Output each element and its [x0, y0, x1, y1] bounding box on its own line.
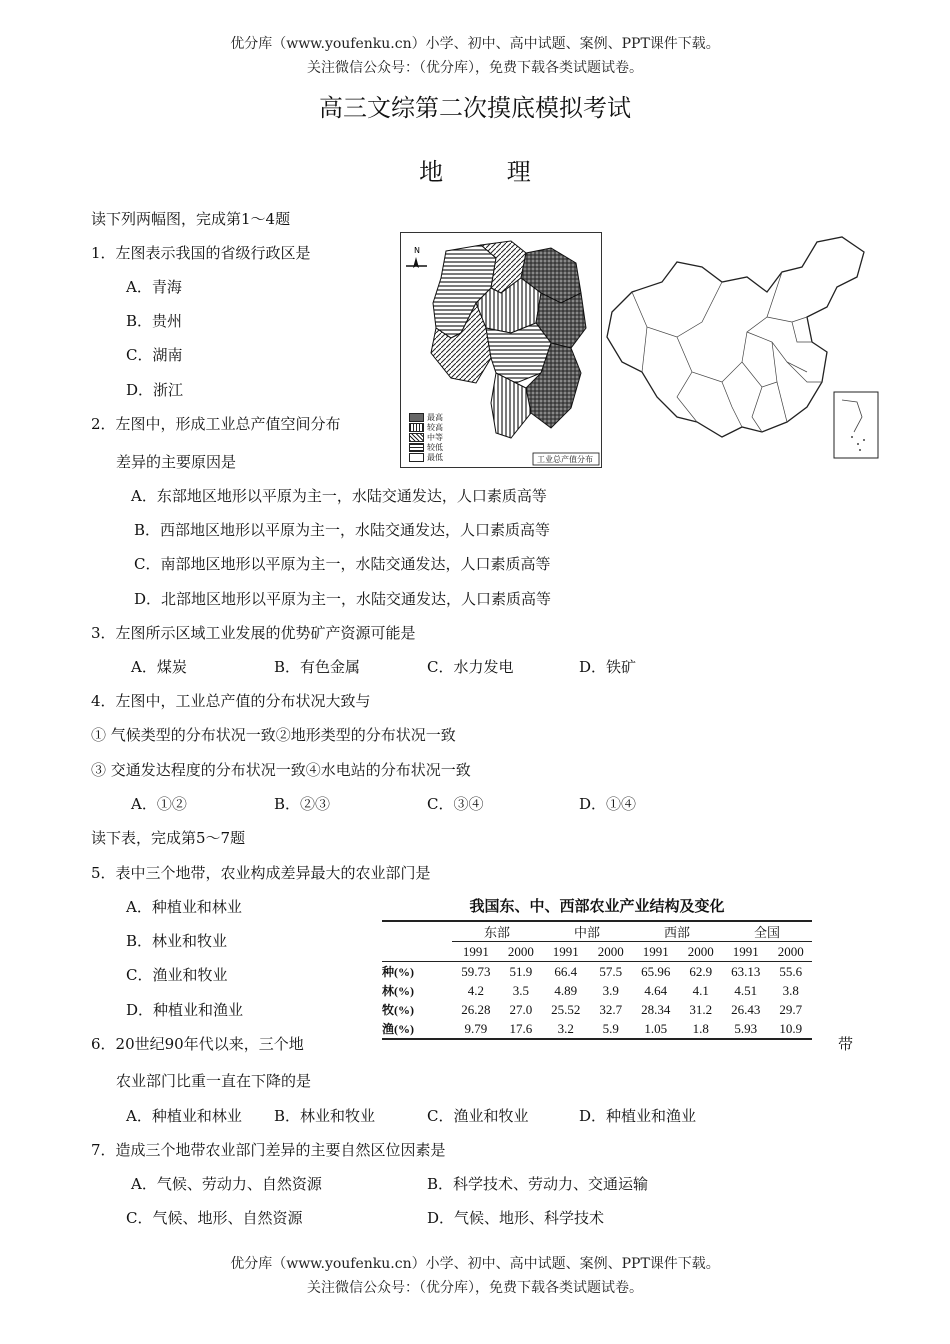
- q1-option-a: A．青海: [126, 278, 182, 296]
- q2-option-b: B．西部地区地形以平原为主一，水陆交通发达，人口素质高等: [134, 521, 551, 539]
- table-cell: 51.9: [509, 963, 533, 979]
- legend-swatch: [409, 453, 424, 462]
- year-header: 1991: [732, 943, 759, 959]
- q7-stem: 7．造成三个地带农业部门差异的主要自然区位因素是: [91, 1141, 446, 1159]
- table-cell: 29.7: [779, 1001, 803, 1017]
- q4-statement-2: ③ 交通发达程度的分布状况一致④水电站的分布状况一致: [91, 761, 471, 779]
- table-cell: 27.0: [509, 1001, 533, 1017]
- legend-swatch: [409, 423, 424, 432]
- q2-option-c: C．南部地区地形以平原为主一，水陆交通发达，人口素质高等: [134, 555, 551, 573]
- q5-option-d: D．种植业和渔业: [126, 1001, 244, 1019]
- q6-option-d: D．种植业和渔业: [579, 1107, 697, 1125]
- q3-option-b: B．有色金属: [274, 658, 361, 676]
- map-legend: [409, 413, 443, 463]
- legend-item: 较高: [409, 423, 443, 433]
- table-row: [382, 1000, 812, 1019]
- q6-option-a: A．种植业和林业: [126, 1107, 242, 1125]
- year-header: 2000: [687, 943, 714, 959]
- north-label: N: [414, 246, 420, 255]
- footer-line-1: 优分库（www.youfenku.cn）小学、初中、高中试题、案例、PPT课件下载。: [230, 1256, 720, 1272]
- q2-option-a: A．东部地区地形以平原为主一，水陆交通发达，人口素质高等: [131, 487, 547, 505]
- table-cell: 25.52: [551, 1001, 581, 1017]
- map-caption: 工业总产值分布: [537, 455, 593, 464]
- year-header: 1991: [642, 943, 669, 959]
- q6-option-b: B．林业和牧业: [274, 1107, 376, 1125]
- table-cell: 9.79: [464, 1020, 488, 1036]
- table-cell: 4.51: [734, 982, 758, 998]
- year-header: 1991: [462, 943, 489, 959]
- q7-option-a: A．气候、劳动力、自然资源: [131, 1175, 322, 1193]
- q3-stem: 3．左图所示区域工业发展的优势矿产资源可能是: [91, 624, 416, 642]
- table-row: [382, 981, 812, 1000]
- table-cell: 28.34: [641, 1001, 671, 1017]
- table-cell: 3.8: [782, 982, 799, 998]
- legend-swatch: [409, 433, 424, 442]
- table-row: [382, 1019, 812, 1039]
- q7-option-d: D．气候、地形、科学技术: [427, 1209, 605, 1227]
- q7-option-b: B．科学技术、劳动力、交通运输: [427, 1175, 649, 1193]
- table-cell: 26.43: [731, 1001, 761, 1017]
- q6-stem-1: 6．20世纪90年代以来，三个地: [91, 1035, 304, 1053]
- table-cell: 57.5: [599, 963, 623, 979]
- china-outline-map: [602, 222, 884, 470]
- table-cell: 4.2: [467, 982, 484, 998]
- q4-stem: 4．左图中，工业总产值的分布状况大致与: [91, 692, 371, 710]
- table-cell: 3.5: [512, 982, 529, 998]
- province-output-map: [400, 232, 602, 468]
- table-cell: 5.93: [734, 1020, 758, 1036]
- table-cell: 55.6: [779, 963, 803, 979]
- q3-option-d: D．铁矿: [579, 658, 637, 676]
- legend-item: 最低: [409, 453, 443, 463]
- year-header: 2000: [777, 943, 804, 959]
- table-cell: 1.05: [644, 1020, 668, 1036]
- region-header: 西部: [632, 922, 722, 942]
- agri-table-figure: [382, 895, 812, 1040]
- q1-option-b: B．贵州: [126, 312, 183, 330]
- q6-stem-1-tail: 带: [838, 1035, 854, 1053]
- table-cell: 32.7: [599, 1001, 623, 1017]
- region-header: 全国: [722, 922, 812, 942]
- q6-stem-2: 农业部门比重一直在下降的是: [116, 1072, 312, 1090]
- q1-option-d: D．浙江: [126, 381, 184, 399]
- header-line-2: 关注微信公众号：（优分库），免费下载各类试题试卷。: [307, 60, 643, 76]
- china-map-svg: [602, 222, 884, 470]
- table-cell: 59.73: [461, 963, 491, 979]
- table-cell: 5.9: [602, 1020, 619, 1036]
- q1-stem: 1．左图表示我国的省级行政区是: [91, 244, 311, 262]
- table-cell: 17.6: [509, 1020, 533, 1036]
- legend-item: 中等: [409, 433, 443, 443]
- region-header: 中部: [542, 922, 632, 942]
- map-region-south: [491, 373, 531, 438]
- table-cell: 66.4: [554, 963, 578, 979]
- agri-table-title: 我国东、中、西部农业产业结构及变化: [469, 897, 725, 915]
- year-header: 1991: [552, 943, 579, 959]
- q6-option-c: C．渔业和牧业: [427, 1107, 529, 1125]
- q3-option-a: A．煤炭: [131, 658, 187, 676]
- q2-option-d: D．北部地区地形以平原为主一，水陆交通发达，人口素质高等: [134, 590, 552, 608]
- table-cell: 10.9: [779, 1020, 803, 1036]
- year-header: 2000: [507, 943, 534, 959]
- section2-intro: 读下表，完成第5～7题: [91, 829, 246, 847]
- legend-item: 最高: [409, 413, 443, 423]
- q4-option-d: D．①④: [579, 795, 637, 813]
- q4-option-a: A．①②: [131, 795, 187, 813]
- q5-option-b: B．林业和牧业: [126, 932, 228, 950]
- q5-option-a: A．种植业和林业: [126, 898, 242, 916]
- q7-option-c: C．气候、地形、自然资源: [126, 1209, 303, 1227]
- table-cell: 3.2: [557, 1020, 574, 1036]
- table-cell: 4.89: [554, 982, 578, 998]
- exam-title: 高三文综第二次摸底模拟考试: [319, 94, 631, 122]
- q3-option-c: C．水力发电: [427, 658, 514, 676]
- section1-intro: 读下列两幅图，完成第1～4题: [91, 210, 291, 228]
- q1-option-c: C．湖南: [126, 346, 183, 364]
- agri-table: [382, 922, 812, 1040]
- q5-option-c: C．渔业和牧业: [126, 966, 228, 984]
- table-cell: 4.1: [692, 982, 709, 998]
- year-header: 2000: [597, 943, 624, 959]
- row-label: 渔(%): [382, 1022, 414, 1036]
- row-label: 林(%): [382, 984, 414, 998]
- subject-title: 地 理: [419, 158, 559, 186]
- table-cell: 63.13: [731, 963, 761, 979]
- header-line-1: 优分库（www.youfenku.cn）小学、初中、高中试题、案例、PPT课件下载。: [230, 36, 720, 52]
- q2-stem-2: 差异的主要原因是: [116, 453, 237, 471]
- legend-swatch: [409, 443, 424, 452]
- row-label: 牧(%): [382, 1003, 414, 1017]
- q4-option-b: B．②③: [274, 795, 331, 813]
- q2-stem-1: 2．左图中，形成工业总产值空间分布: [91, 415, 341, 433]
- table-cell: 65.96: [641, 963, 671, 979]
- region-header: 东部: [452, 922, 542, 942]
- legend-item: 较低: [409, 443, 443, 453]
- table-cell: 62.9: [689, 963, 713, 979]
- table-row: [382, 962, 812, 982]
- table-cell: 3.9: [602, 982, 619, 998]
- q5-stem: 5．表中三个地带，农业构成差异最大的农业部门是: [91, 864, 431, 882]
- q4-statement-1: ① 气候类型的分布状况一致②地形类型的分布状况一致: [91, 726, 456, 744]
- row-label: 种(%): [382, 965, 414, 979]
- table-cell: 1.8: [692, 1020, 709, 1036]
- legend-swatch: [409, 413, 424, 422]
- table-cell: 31.2: [689, 1001, 713, 1017]
- footer-line-2: 关注微信公众号：（优分库），免费下载各类试题试卷。: [307, 1280, 643, 1296]
- table-cell: 26.28: [461, 1001, 491, 1017]
- q4-option-c: C．③④: [427, 795, 484, 813]
- table-cell: 4.64: [644, 982, 668, 998]
